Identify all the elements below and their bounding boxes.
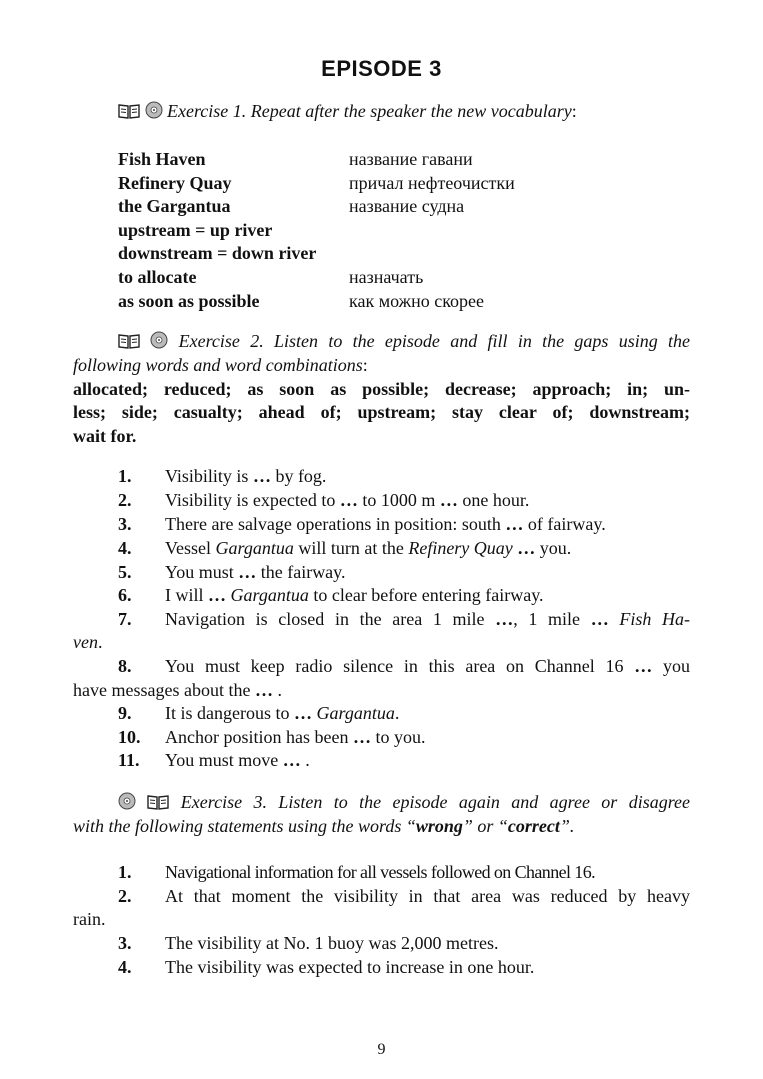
list-item: Anchor position has been … to you. — [165, 727, 426, 747]
word-wrong: wrong — [415, 816, 463, 836]
list-item-continuation: rain. — [73, 909, 106, 929]
list-item: Visibility is … by fog. — [165, 466, 327, 486]
list-item: Navigational information for all vessels followed on Channel 16. — [165, 862, 595, 882]
item-number: 4. — [118, 538, 132, 558]
vocab-term: to allocate — [118, 267, 197, 287]
disc-icon — [150, 331, 168, 354]
vocab-term: Fish Haven — [118, 149, 206, 169]
list-item: The visibility at No. 1 buoy was 2,000 metres. — [165, 933, 499, 953]
list-item-continuation: ven. — [73, 632, 103, 652]
item-number: 1. — [118, 466, 132, 486]
exercise3-heading — [118, 791, 690, 815]
exercise2-colon: : — [362, 355, 368, 375]
book-icon — [147, 793, 169, 815]
vocab-translation: название судна — [349, 196, 465, 216]
item-number: 10. — [118, 727, 141, 747]
list-item: You must move … . — [165, 750, 310, 770]
disc-icon — [145, 101, 163, 124]
exercise1-heading — [118, 100, 577, 124]
item-number: 4. — [118, 957, 132, 977]
item-number: 5. — [118, 562, 132, 582]
word-correct: correct — [507, 816, 560, 836]
list-item: I will … Gargantua to clear before entering fairway. — [165, 585, 544, 605]
book-icon — [118, 332, 140, 354]
page-number: 9 — [377, 1041, 386, 1058]
exercise2-line2 — [73, 354, 368, 376]
word-list-line: less; side; casualty; ahead of; upstream; stay clear of; downstream; — [73, 402, 690, 422]
item-number: 2. — [118, 886, 132, 906]
word-list-line: wait for. — [73, 426, 137, 446]
vocab-translation: причал нефтеочистки — [349, 173, 515, 193]
list-item: There are salvage operations in position: south … of fairway. — [165, 514, 606, 534]
item-number: 3. — [118, 514, 132, 534]
vocab-term: upstream = up river — [118, 220, 273, 240]
item-number: 9. — [118, 703, 132, 723]
vocab-term: the Gargantua — [118, 196, 231, 216]
disc-icon — [118, 792, 136, 815]
exercise2-line2-text: following words and word combinations — [73, 355, 363, 375]
list-item: The visibility was expected to increase in one hour. — [165, 957, 535, 977]
vocab-translation: название гавани — [349, 149, 473, 169]
list-item: Visibility is expected to … to 1000 m … one hour. — [165, 490, 530, 510]
vocab-translation: как можно скорее — [349, 291, 485, 311]
vocab-term: as soon as possible — [118, 291, 260, 311]
page-title: EPISODE 3 — [321, 56, 442, 81]
vocab-term: downstream = down river — [118, 243, 317, 263]
item-number: 11. — [118, 750, 140, 770]
vocab-translation: назначать — [349, 267, 424, 287]
item-number: 6. — [118, 585, 132, 605]
list-item: At that moment the visibility in that area was reduced by heavy — [165, 886, 690, 906]
exercise1-text: Exercise 1. Repeat after the speaker the new vocabulary — [167, 101, 572, 121]
book-icon — [118, 102, 140, 124]
item-number: 1. — [118, 862, 132, 882]
vocab-term: Refinery Quay — [118, 173, 232, 193]
exercise1-colon: : — [571, 101, 577, 121]
exercise3-line2: with the following statements using the words “wrong” or “correct”. — [73, 816, 575, 836]
item-number: 2. — [118, 490, 132, 510]
exercise3-line1: Exercise 3. Listen to the episode again and agree or disagree — [180, 792, 691, 812]
exercise2-heading — [118, 330, 690, 354]
list-item-continuation: have messages about the … . — [73, 680, 282, 700]
list-item: Navigation is closed in the area 1 mile …, 1 mile … Fish Ha- — [165, 609, 691, 629]
list-item: You must … the fairway. — [165, 562, 346, 582]
list-item: Vessel Gargantua will turn at the Refinery Quay … you. — [165, 538, 572, 558]
item-number: 8. — [118, 656, 132, 676]
exercise2-line1: Exercise 2. Listen to the episode and fill in the gaps using the — [178, 331, 691, 351]
item-number: 3. — [118, 933, 132, 953]
item-number: 7. — [118, 609, 132, 629]
list-item: It is dangerous to … Gargantua. — [165, 703, 400, 723]
word-list-line: allocated; reduced; as soon as possible; decrease; approach; in; un- — [73, 379, 690, 399]
list-item: You must keep radio silence in this area on Channel 16 … you — [165, 656, 690, 676]
